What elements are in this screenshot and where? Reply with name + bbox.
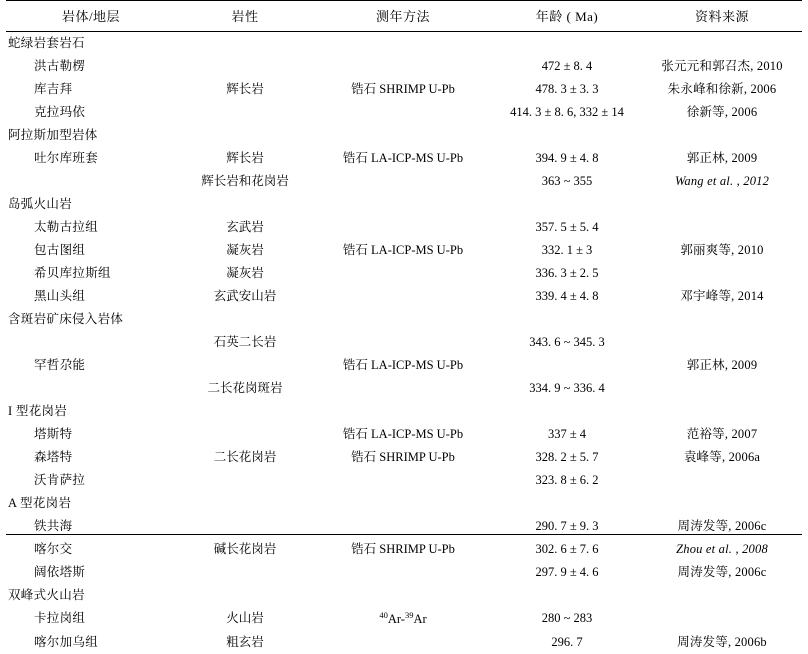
age-cell — [492, 492, 642, 515]
table-row — [6, 584, 802, 607]
source-reference-cell: 徐新等, 2006 — [686, 104, 758, 119]
table-row — [6, 124, 802, 147]
table-row — [6, 446, 802, 469]
dating-method-cell: 锆石 LA-ICP-MS U-Pb — [342, 242, 464, 257]
unit-name-cell: 吐尔库班套 — [34, 150, 99, 165]
table-row — [6, 216, 802, 239]
lithology-cell: 玄武安山岩 — [213, 288, 277, 303]
age-cell: 332. 1 ± 3 — [541, 242, 593, 257]
dating-method-cell — [314, 492, 492, 515]
age-cell: 363 ~ 355 — [541, 173, 593, 188]
dating-method-cell: 锆石 LA-ICP-MS U-Pb — [342, 357, 464, 372]
dating-method-cell — [314, 55, 492, 78]
dating-method-cell — [314, 377, 492, 400]
source-reference-cell: 张元元和郭召杰, 2010 — [661, 58, 783, 73]
table-row — [6, 492, 802, 515]
table-row — [6, 193, 802, 216]
dating-method-cell — [314, 216, 492, 239]
table-row — [6, 78, 802, 101]
group-header-cell: 蛇绿岩套岩石 — [8, 35, 85, 50]
table-bottom-rule — [6, 534, 802, 535]
table-row — [6, 239, 802, 262]
lithology-cell: 凝灰岩 — [226, 265, 264, 280]
age-cell: 394. 9 ± 4. 8 — [535, 150, 599, 165]
group-header-cell: 双峰式火山岩 — [8, 587, 85, 602]
source-reference-cell: 邓宇峰等, 2014 — [680, 288, 764, 303]
source-reference-cell: 袁峰等, 2006a — [683, 449, 761, 464]
dating-method-cell — [314, 584, 492, 607]
unit-name-cell: 卡拉岗组 — [34, 611, 86, 626]
unit-name-cell: 沃肯萨拉 — [34, 472, 86, 487]
lithology-cell: 玄武岩 — [226, 219, 264, 234]
unit-name-cell: 阔依塔斯 — [34, 564, 86, 579]
ar-base-1: Ar- — [387, 612, 405, 627]
age-cell: 290. 7 ± 9. 3 — [535, 518, 599, 533]
ar-base-2: Ar — [413, 612, 427, 627]
table-row — [6, 262, 802, 285]
source-reference-cell: 朱永峰和徐新, 2006 — [667, 81, 777, 96]
unit-name-cell: 包古图组 — [34, 242, 86, 257]
age-cell: 478. 3 ± 3. 3 — [535, 81, 599, 96]
dating-method-cell: 锆石 LA-ICP-MS U-Pb — [342, 150, 464, 165]
dating-method-cell — [314, 561, 492, 584]
lithology-cell: 石英二长岩 — [213, 334, 277, 349]
dating-method-cell — [314, 285, 492, 308]
unit-name-cell: 塔斯特 — [34, 426, 73, 441]
source-reference-cell: 周涛发等, 2006b — [677, 634, 767, 649]
age-cell: 280 ~ 283 — [541, 611, 593, 626]
lithology-cell — [176, 101, 314, 124]
source-reference-cell: 郭正林, 2009 — [686, 150, 758, 165]
dating-method-cell — [314, 32, 492, 56]
dating-method-cell — [314, 101, 492, 124]
unit-name-cell — [6, 377, 176, 400]
lithology-cell: 粗玄岩 — [226, 634, 264, 649]
age-cell — [492, 308, 642, 331]
age-cell — [492, 193, 642, 216]
age-cell — [492, 400, 642, 423]
table-row — [6, 423, 802, 446]
dating-method-cell — [314, 331, 492, 354]
source-reference-cell — [642, 400, 802, 423]
group-header-cell: 岛弧火山岩 — [8, 196, 73, 211]
source-reference-cell: 范裕等, 2007 — [686, 426, 758, 441]
table-row — [6, 377, 802, 400]
table-row — [6, 32, 802, 56]
unit-name-cell: 希贝库拉斯组 — [34, 265, 111, 280]
lithology-cell — [176, 55, 314, 78]
age-cell: 296. 7 — [551, 634, 583, 649]
table-row — [6, 538, 802, 561]
lithology-cell: 碱长花岗岩 — [213, 541, 277, 556]
source-reference-cell: Wang et al. , 2012 — [674, 173, 770, 188]
table-row — [6, 631, 802, 654]
table-row — [6, 400, 802, 423]
unit-name-cell — [6, 170, 176, 193]
column-header-source: 资料来源 — [642, 1, 802, 32]
column-header-method: 测年方法 — [314, 1, 492, 32]
unit-name-cell: 罕哲尕能 — [34, 357, 86, 372]
column-header-age: 年龄 ( Ma) — [492, 1, 642, 32]
table-row — [6, 55, 802, 78]
lithology-cell — [176, 423, 314, 446]
lithology-cell — [176, 32, 314, 56]
dating-method-cell — [314, 170, 492, 193]
source-reference-cell — [642, 377, 802, 400]
lithology-cell: 二长花岗岩 — [213, 449, 277, 464]
lithology-cell — [176, 561, 314, 584]
lithology-cell — [176, 124, 314, 147]
dating-method-cell — [314, 607, 492, 631]
age-cell: 297. 9 ± 4. 6 — [535, 564, 599, 579]
lithology-cell — [176, 354, 314, 377]
age-cell: 343. 6 ~ 345. 3 — [529, 334, 605, 349]
source-reference-cell: 周涛发等, 2006c — [677, 564, 767, 579]
age-cell: 337 ± 4 — [547, 426, 587, 441]
column-header-unit: 岩体/地层 — [6, 1, 176, 32]
age-cell: 334. 9 ~ 336. 4 — [529, 380, 605, 395]
dating-method-cell: 锆石 SHRIMP U-Pb — [351, 81, 455, 96]
lithology-cell — [176, 584, 314, 607]
group-header-cell: I 型花岗岩 — [8, 403, 68, 418]
source-reference-cell — [642, 193, 802, 216]
dating-method-cell — [314, 400, 492, 423]
age-cell: 357. 5 ± 5. 4 — [535, 219, 599, 234]
unit-name-cell — [6, 331, 176, 354]
source-reference-cell — [642, 32, 802, 56]
source-reference-cell: 郭正林, 2009 — [686, 357, 758, 372]
table-row — [6, 170, 802, 193]
lithology-cell — [176, 193, 314, 216]
lithology-cell: 辉长岩和花岗岩 — [201, 173, 289, 188]
unit-name-cell: 森塔特 — [34, 449, 73, 464]
source-reference-cell — [642, 469, 802, 492]
source-reference-cell — [642, 124, 802, 147]
unit-name-cell: 黑山头组 — [34, 288, 86, 303]
table-row — [6, 331, 802, 354]
age-cell — [492, 584, 642, 607]
unit-name-cell: 库吉拜 — [34, 81, 73, 96]
dating-method-cell — [314, 469, 492, 492]
age-cell: 323. 8 ± 6. 2 — [535, 472, 599, 487]
source-reference-cell: 郭丽爽等, 2010 — [680, 242, 764, 257]
dating-method-cell: 锆石 SHRIMP U-Pb — [351, 449, 455, 464]
dating-method-cell: 锆石 SHRIMP U-Pb — [351, 541, 455, 556]
table-row — [6, 285, 802, 308]
lithology-cell — [176, 400, 314, 423]
table-header — [6, 1, 802, 32]
column-header-lithology: 岩性 — [176, 1, 314, 32]
age-cell: 472 ± 8. 4 — [541, 58, 593, 73]
lithology-cell: 火山岩 — [226, 611, 264, 626]
source-reference-cell — [642, 607, 802, 631]
age-cell: 302. 6 ± 7. 6 — [535, 541, 599, 556]
geochronology-table — [6, 0, 802, 654]
age-cell — [492, 32, 642, 56]
table-row — [6, 308, 802, 331]
group-header-cell: A 型花岗岩 — [8, 495, 72, 510]
source-reference-cell — [642, 262, 802, 285]
age-cell: 328. 2 ± 5. 7 — [535, 449, 599, 464]
ar39-superscript: 39 — [404, 610, 414, 620]
table-row — [6, 561, 802, 584]
source-reference-cell: Zhou et al. , 2008 — [676, 541, 768, 556]
age-cell: 339. 4 ± 4. 8 — [535, 288, 599, 303]
age-cell: 414. 3 ± 8. 6, 332 ± 14 — [510, 104, 624, 119]
lithology-cell — [176, 308, 314, 331]
lithology-cell — [176, 492, 314, 515]
ar40-superscript: 40 — [379, 610, 388, 620]
source-reference-cell — [642, 584, 802, 607]
dating-method-cell — [314, 124, 492, 147]
dating-method-cell — [314, 308, 492, 331]
table-row — [6, 607, 802, 631]
unit-name-cell: 克拉玛依 — [34, 104, 86, 119]
source-reference-cell — [642, 308, 802, 331]
table-row — [6, 101, 802, 124]
source-reference-cell — [642, 331, 802, 354]
source-reference-cell — [642, 492, 802, 515]
dating-method-cell — [314, 262, 492, 285]
table-row — [6, 469, 802, 492]
unit-name-cell: 铁共海 — [34, 518, 73, 533]
lithology-cell: 凝灰岩 — [226, 242, 264, 257]
unit-name-cell: 喀尔加乌组 — [34, 634, 99, 649]
group-header-cell: 含斑岩矿床侵入岩体 — [8, 311, 124, 326]
dating-method-cell: 锆石 LA-ICP-MS U-Pb — [342, 426, 464, 441]
unit-name-cell: 太勒古拉组 — [34, 219, 99, 234]
unit-name-cell: 喀尔交 — [34, 541, 73, 556]
dating-method-cell — [314, 631, 492, 654]
lithology-cell: 辉长岩 — [226, 81, 264, 96]
dating-method-cell — [314, 193, 492, 216]
unit-name-cell: 洪古勒楞 — [34, 58, 86, 73]
table-row — [6, 147, 802, 170]
age-cell — [492, 354, 642, 377]
table-row — [6, 354, 802, 377]
age-cell: 336. 3 ± 2. 5 — [535, 265, 599, 280]
source-reference-cell — [642, 216, 802, 239]
age-cell — [492, 124, 642, 147]
source-reference-cell: 周涛发等, 2006c — [677, 518, 767, 533]
lithology-cell: 二长花岗斑岩 — [207, 380, 283, 395]
lithology-cell — [176, 469, 314, 492]
header-row — [6, 1, 802, 32]
lithology-cell: 辉长岩 — [226, 150, 264, 165]
group-header-cell: 阿拉斯加型岩体 — [8, 127, 98, 142]
table-body — [6, 32, 802, 654]
